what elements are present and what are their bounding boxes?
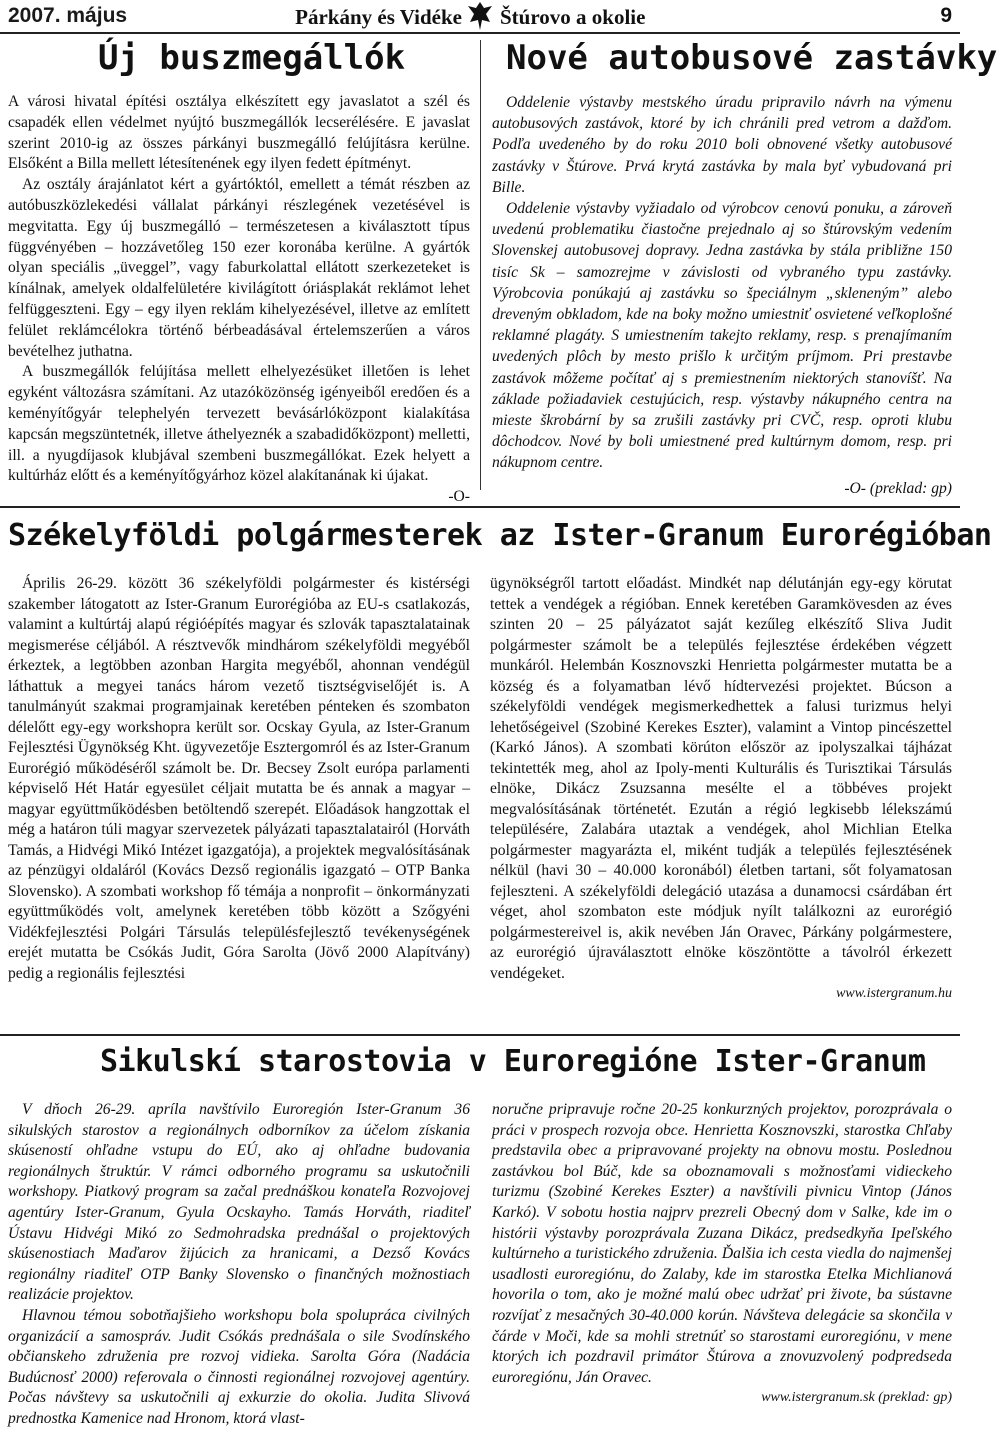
article-body-sk-2-col1 [8,1100,470,1430]
article-source: www.istergranum.hu [836,986,952,1001]
paragraph: A városi hivatal építési osztálya elkészített egy javaslatot a szél és csapadék ellen védelmet nyújtó buszmegállók lecserélésére. E javaslat szerint 2010-ig az összes párkányi buszmegálló felújításra kerülne. Elsőként a Billa mellett létesítenének egy ilyen fedett építményt. [8,93,470,173]
article-body-hu-2-col1 [8,574,470,984]
paragraph: Az osztály árajánlatot kért a gyártóktól, emellett a témát részben az autóbuszközlekedési vállalat párkányi részlegének vezetésével is megvitatta. Egy új buszmegálló – természetesen a kiválasztott típus függvényében – hozzávetőleg 150 ezer koronába kerülne. A gyártók olyan speciális „üveggel”, vagy faburkolattal ellátott szerkezeteket is kínálnak, amelyek oldalfelületére kivilágított óriásplakát reklámot lehet felfüggeszteni. Egy – egy ilyen reklám kihelyezésével, illetve az említett felület reklámcélokra történő bérbeadásával értelemszerűen a város bevételhez juthatna. [8,176,470,360]
paragraph: Április 26-29. között 36 székelyföldi polgármester és kistérségi szakember látogatott az Ister-Granum Eurorégióba az EU-s csatlakozás, valamint a kultúrtáj alapú régióépítés magyar és szlovák tapasztalatainak megismerése céljából. A résztvevők mindhárom székelyföldi megyéből érkeztek, a legtöbben azonban Hargita megyéből, ahonnan vendégül láthattuk a megyei tanács három vezető tisztségviselőjét is. A tanulmányút szakmai programjainak keretében pénteken és szombaton délelőtt egy-egy workshopra került sor. Ocskay Gyula, az Ister-Granum Fejlesztési Ügynökség Kht. ügyvezetője Esztergomról és az Ister-Granum Eurorégió működéséről számolt be. Dr. Becsey Zsolt európa parlamenti képviselő Hét Határ egyesület céljait mutatta be és annak a magyar – magyar együttműködésben betöltendő szerepét. Előadások hangzottak el még a határon túli magyar szervezetek pályázati tapasztalatairól (Horváth Tamás, a Hidvégi Mikó Intézet igazgatója), a projektek megvalósításának az pénzügyi oldaláról (Kovács Dezső regionális igazgató – OTP Banka Slovensko). A szombati workshop fő témája a nonprofit – önkormányzati együttműködés volt, amelynek keretében több között a Szőgyéni Vidékfejlesztési Polgári Társulás településfejlesztő tevékenységének erejét mutatta be Csókás Judit, Góra Sarolta (Jövő 2000 Alapítvány) pedig a regionális fejlesztési [8,575,470,982]
paragraph: Oddelenie výstavby vyžiadalo od výrobcov cenovú ponuku, a zároveň uvedenú problematiku čiastočne prejednalo aj so štúrovským vedením Slovenskej autobusovej dopravy. Jedna zastávka by stála približne 150 tisíc Sk – samozrejme v závislosti od vybraného typu zastávky. Výrobcovia ponúkajú aj zastávku so špeciálnym „skleneným” alebo dreveným obkladom, kde na boky možno umiestniť osvietené veľkoplošné reklamné plagáty. S umiestnením takejto reklamy, resp. s prenajímaním uvedených plôch by mesto prišlo k určitým príjmom. Pri prestavbe zastávok môžeme počítať aj s premiestnením niektorých stanovíšť. Na základe požiadaviek cestujúcich, resp. výstavby nákupného centra na mieste škrobární by sa zrušili zastávky pri CVČ, resp. oproti klubu dôchodcov. Nové by boli umiestnené pred kultúrnym domom, resp. pri nákupnom centre. [492,200,952,472]
eagle-logo-icon [466,0,494,32]
paragraph: A buszmegállók felújítása mellett elhelyezésüket illetően is lehet egyként változásra számítani. Az utazóközönség igényeiből eredően és a keményítőgyár telephelyén tervezett bevásárlóközpont kialakítása kapcsán megszüntetnék, illetve áthelyeznék a szabadidőközpont) melletti, ill. a nyugdíjasok klubjával szembeni buszmegállókat. Ezek helyett a kultúrház előtt és a keményítőgyárhoz közel alakítanának ki újakat. [8,363,470,485]
page-header [0,0,960,34]
article-signature: -O- [448,488,470,506]
article-body-sk-2-col2 [492,1100,952,1409]
article-title-hu-2: Székelyföldi polgármesterek az Ister-Granum Eurorégióban [8,518,992,553]
paragraph: ügynökségről tartott előadást. Mindkét nap délutánján egy-egy körutat tettek a vendégek a régióban. Ennek keretében Garamkövesden az éves szinten 20 – 25 pályázatot saját kezűleg elkészítő Sliva Judit polgármester számolt be a település fejlesztése érdekében végzett munkáról. Helembán Kosznovszki Henrietta polgármester mutatta be a község és a folyamatban lévő hídtervezési projektet. Búcson a székelyföldi vendégek megismerkedhettek a falusi turizmus helyi lehetőségeivel (Szobiné Kerekes Eszter), valamint a Vintop pincészettel (Karkó János). A szombati körúton először az ipolyszalkai tájházat tekintették meg, ahol az Ipoly-menti Kulturális és Turisztikai Társulás elnöke, Dikácz Zsuzsanna mesélte el a többéves projekt megvalósításának történetét. Ezután a régió legkisebb lélekszámú településére, Zalabára utaztak a vendégek, ahol Michlian Etelka polgármester magyarázta el, miként tudják a település fejlesztésének nélkül (havi 30 – 40.000 koronából) életben tartani, sőt folyamatosan fejleszteni. A székelyföldi delegáció utazása a dunamocsi csárdában ért véget, ahol szombaton este módjuk nyílt találkozni az eurorégió polgármestereivel is, akik nevében Ján Oravec, Párkány polgármestere, az eurorégió újraválasztott elnöke köszöntötte a távolról érkezett vendégeket. [490,575,952,982]
article-signature: -O- (preklad: gp) [844,479,952,497]
paragraph: Hlavnou témou sobotňajšieho workshopu bola spolupráca civilných organizácií a samospráv. Judit Csókás prednášala o sile Svodínského občianskeho združenia pre rozvoj vidieka. Sarolta Góra (Nadácia Budúcnosť 2000) referovala o činnosti regionálnej rozvojovej agentúry. Počas návštevy sa uskutočnili aj exkurzie do okolia. Judita Slivová prednostka Kamenice nad Hronom, ktorá vlast- [8,1306,470,1427]
article-title-sk-1: Nové autobusové zastávky [506,38,997,78]
article-source: www.istergranum.sk (preklad: gp) [761,1390,952,1406]
article-body-hu-1 [8,92,470,508]
paragraph: Oddelenie výstavby mestského úradu pripravilo návrh na výmenu autobusových zastávok, ktoré by ich chránili pred vetrom a dažďom. Podľa uvedeného by do roku 2010 boli obnovené všetky autobusové zastávky v Štúrove. Prvá krytá zastávka by mala byť vybudovaná pri Bille. [492,94,952,196]
newspaper-name-hu: Párkány és Vidéke [295,5,462,29]
article-body-hu-2-col2 [490,574,952,1005]
issue-date: 2007. május [8,4,128,27]
article-title-sk-2: Sikulskí starostovia v Euroregióne Ister-Granum [100,1044,926,1079]
article-title-hu-1: Új buszmegállók [98,38,406,78]
paragraph: V dňoch 26-29. apríla navštívilo Euroregión Ister-Granum 36 sikulských starostov a regionálnych odborníkov za účelom získania skúseností ohľadne vstupu do EÚ, ako aj ohľadne budovania regionálnych štruktúr. V rámci odborného programu sa uskutočnili workshopy. Piatkový program sa začal prednáškou konateľa Rozvojovej agentúry Ister-Granum, Gyula Ocskayho. Tamás Horváth, riaditeľ Ústavu Hidvégi Mikó zo Sedmohradska prednášal o projektových skúsenostiach Maďarov žijúcich za hranicami, a Dezső Kovács regionálny riaditeľ OTP Banky Slovensko o finančných možnostiach realizácie projektov. [8,1101,470,1304]
column-divider [480,40,481,490]
page-number: 9 [940,4,952,27]
article-body-sk-1 [492,92,952,499]
section-divider [0,1034,960,1036]
paragraph: noručne pripravuje ročne 20-25 konkurzných projektov, porozprávala o práci v prospech rozvoja obce. Henrietta Kosznovszki, starostka Chľaby predstavila obec a pripravované projekty na obnovu mostu. Poslednou zastávkou bol Búč, kde sa oboznamovali s možnosťami vidieckeho turizmu (Szobiné Kerekes Eszter) a navštívili pivnicu Vintop (János Karkó). V sobotu hostia najprv prezreli Obecný dom v Salke, kde im o histórii výstavby porozprávala Zuzana Dikácz, predsedkyňa Ipeľského kultúrneho a turistického združenia. Ďalšia ich cesta viedla do najmenšej usadlosti euroregiónu, do Zalaby, kde im starostka Etelka Michlianová hovorila o tom, ako je možné malú obec udržať pri živote, ba sústavne rozvíjať z mesačných 30-40.000 korún. Návšteva delegácie sa skončila v čárde v Moči, kde sa mohli stretnúť so starostami euroregiónu, v mene ktorých ich pozdravil primátor Štúrova a znovuzvolený podpredseda euroregiónu, Ján Oravec. [492,1101,952,1386]
newspaper-name-sk: Štúrovo a okolie [500,5,646,29]
section-divider [0,506,960,508]
